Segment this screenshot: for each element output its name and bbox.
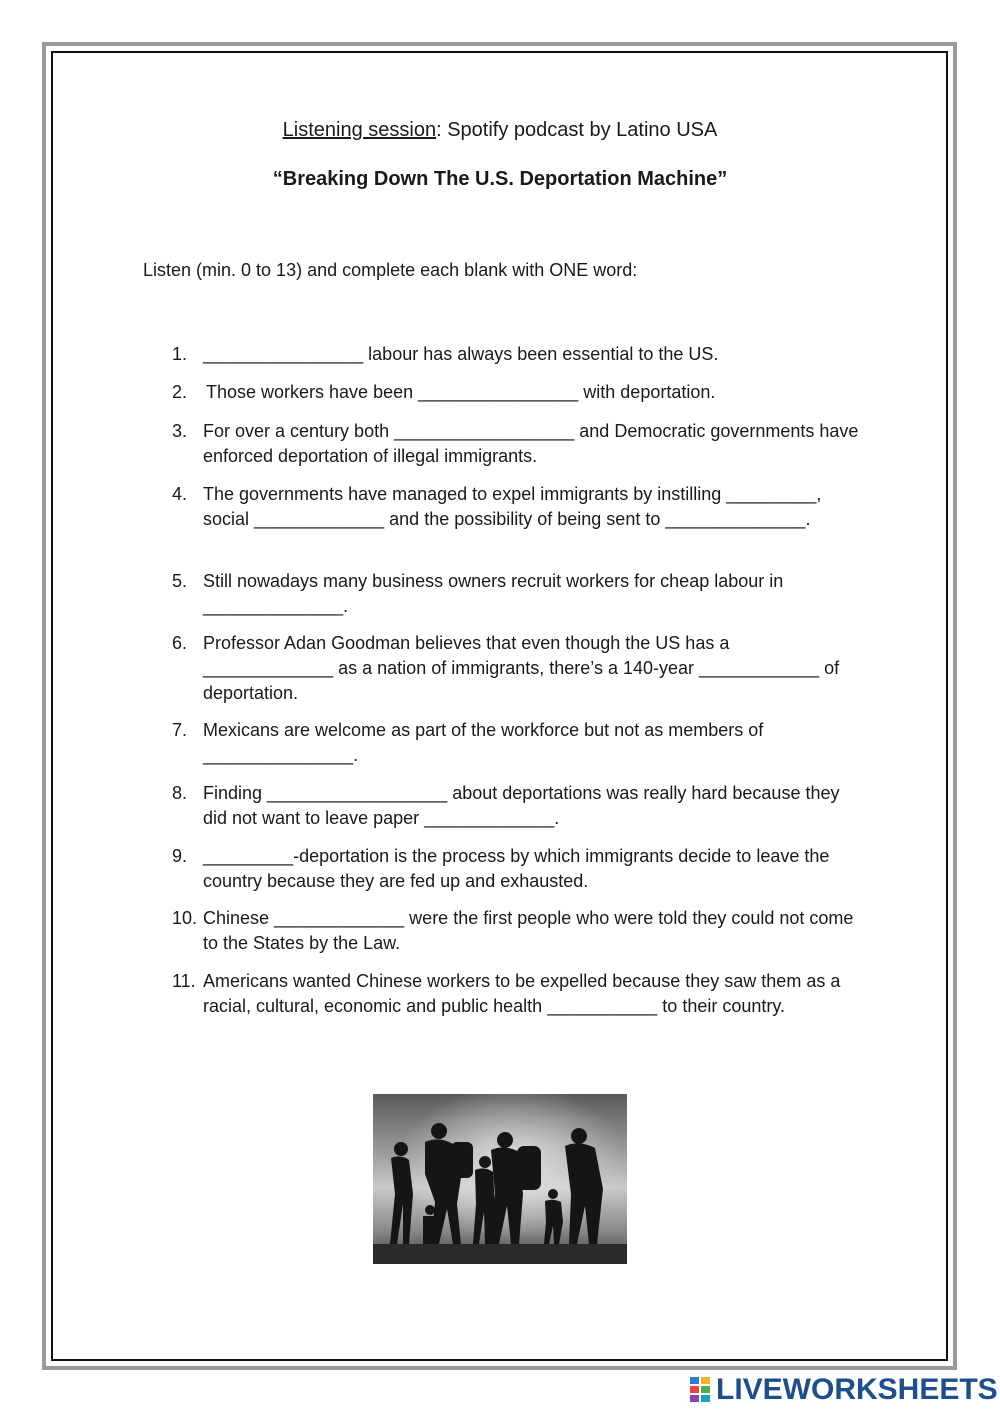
session-source: : Spotify podcast by Latino USA — [436, 119, 718, 141]
question-text: Finding __________________ about deportations was really hard because they did not want to leave paper _____________. — [203, 783, 840, 828]
question-number: 9. — [172, 846, 188, 866]
question-text: Still nowadays many business owners recruit workers for cheap labour in ______________. — [203, 571, 784, 616]
question-item — [172, 906, 862, 956]
question-number: 7. — [172, 720, 188, 740]
question-text: Americans wanted Chinese workers to be expelled because they saw them as a racial, cultural, economic and public health ___________ to their country. — [203, 971, 841, 1016]
question-number: 11. — [172, 971, 196, 991]
question-number: 6. — [172, 633, 188, 653]
question-number: 5. — [172, 571, 188, 591]
question-number: 3. — [172, 421, 188, 441]
question-text: Those workers have been ________________ with deportation. — [206, 382, 716, 402]
question-item — [172, 380, 862, 405]
question-number: 2. — [172, 382, 188, 402]
question-text: Professor Adan Goodman believes that even though the US has a _____________ as a nation of immigrants, there’s a 140-year ____________ of deportation. — [203, 633, 840, 703]
instructions-text: Listen (min. 0 to 13) and complete each blank with ONE word: — [143, 260, 638, 280]
question-item — [172, 631, 862, 706]
question-number: 10. — [172, 908, 198, 928]
question-item — [172, 482, 862, 532]
question-number: 4. — [172, 484, 188, 504]
liveworksheets-logo-icon — [690, 1377, 712, 1403]
question-text: Mexicans are welcome as part of the workforce but not as members of _______________. — [203, 720, 764, 765]
question-item — [172, 844, 862, 894]
question-item — [172, 969, 862, 1019]
question-number: 8. — [172, 783, 188, 803]
podcast-title: “Breaking Down The U.S. Deportation Machine” — [272, 168, 728, 190]
brand-name: LIVEWORKSHEETS — [716, 1373, 998, 1406]
silhouette-walkers-photo — [373, 1094, 627, 1264]
question-number: 1. — [172, 344, 188, 364]
question-item — [172, 569, 862, 619]
question-text: ________________ labour has always been essential to the US. — [203, 344, 719, 364]
question-text: The governments have managed to expel immigrants by instilling _________, social _____________ and the possibility of being sent to ______________. — [203, 484, 822, 529]
liveworksheets-brand — [690, 1374, 998, 1406]
session-heading — [0, 119, 1000, 142]
question-item — [172, 342, 862, 367]
question-item — [172, 718, 862, 768]
question-text: _________-deportation is the process by which immigrants decide to leave the country because they are fed up and exhausted. — [203, 846, 830, 891]
question-text: Chinese _____________ were the first people who were told they could not come to the States by the Law. — [203, 908, 854, 953]
question-text: For over a century both __________________ and Democratic governments have enforced deportation of illegal immigrants. — [203, 421, 859, 466]
question-item — [172, 781, 862, 831]
session-label: Listening session — [282, 119, 437, 141]
question-item — [172, 419, 862, 469]
